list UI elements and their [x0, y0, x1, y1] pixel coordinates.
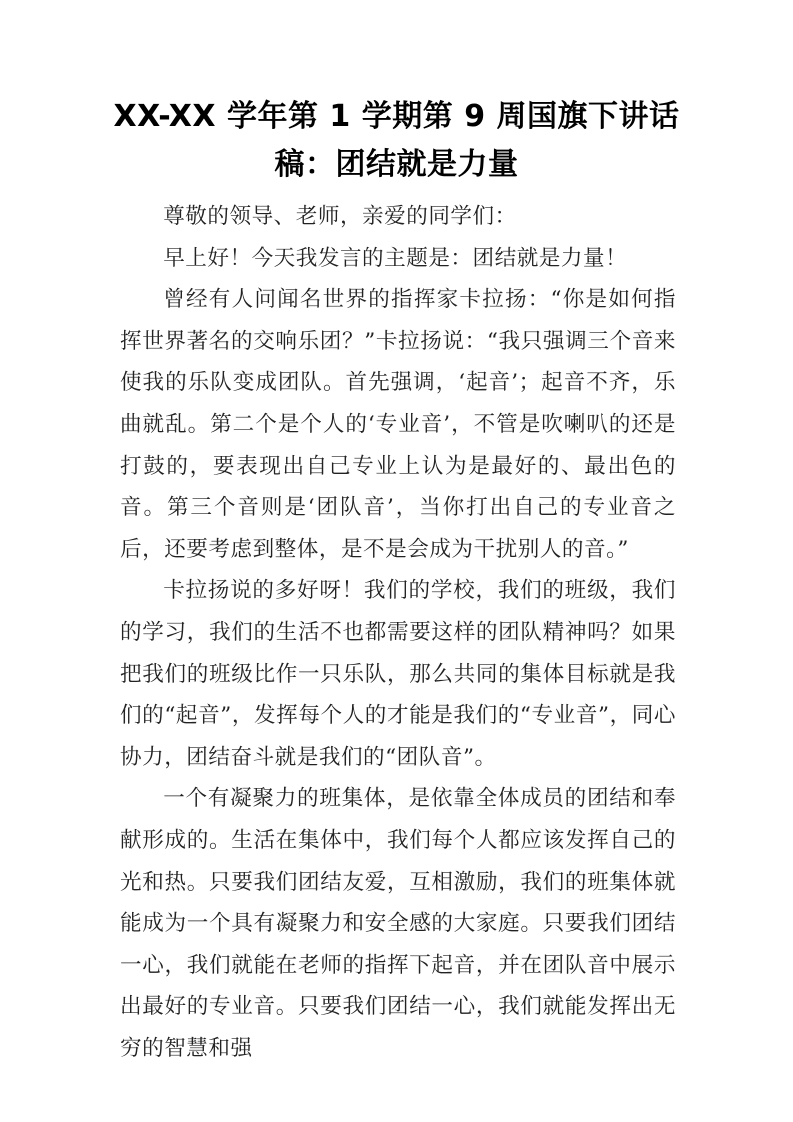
paragraph-salutation: 尊敬的领导、老师，亲爱的同学们： — [163, 204, 517, 229]
paragraph-class-analogy: 卡拉扬说的多好呀！我们的学校，我们的班级，我们的学习，我们的生活不也都需要这样的团队精神吗？如果把我们的班级比作一只乐队，那么共同的集体目标就是我们的“起音”，发挥每个人的才能是我们的“专业音”，同心协力，团结奋斗就是我们的“团队音”。 — [120, 578, 676, 770]
document-body — [120, 196, 676, 1069]
title-line-1: XX-XX 学年第 1 学期第 9 周国旗下讲话 — [113, 99, 680, 134]
title-line-2: 稿：团结就是力量 — [274, 147, 519, 182]
paragraph-greeting: 早上好！今天我发言的主题是：团结就是力量！ — [163, 245, 628, 271]
paragraph-cohesion: 一个有凝聚力的班集体，是依靠全体成员的团结和奉献形成的。生活在集体中，我们每个人都应该发挥自己的光和热。只要我们团结友爱，互相激励，我们的班集体就能成为一个具有凝聚力和安全感的大家庭。只要我们团结一心，我们就能在老师的指挥下起音，并在团队音中展示出最好的专业音。只要我们团结一心，我们就能发挥出无穷的智慧和强 — [120, 786, 676, 1061]
paragraph-karajan-story: 曾经有人问闻名世界的指挥家卡拉扬：“你是如何指挥世界著名的交响乐团？”卡拉扬说：“我只强调三个音来使我的乐队变成团队。首先强调，‘起音’；起音不齐，乐曲就乱。第二个是个人的‘专业音’，不管是吹喇叭的还是打鼓的，要表现出自己专业上认为是最好的、最出色的音。第三个音则是‘团队音’，当你打出自己的专业音之后，还要考虑到整体，是不是会成为干扰别人的音。” — [120, 287, 676, 562]
document-title — [110, 93, 683, 189]
